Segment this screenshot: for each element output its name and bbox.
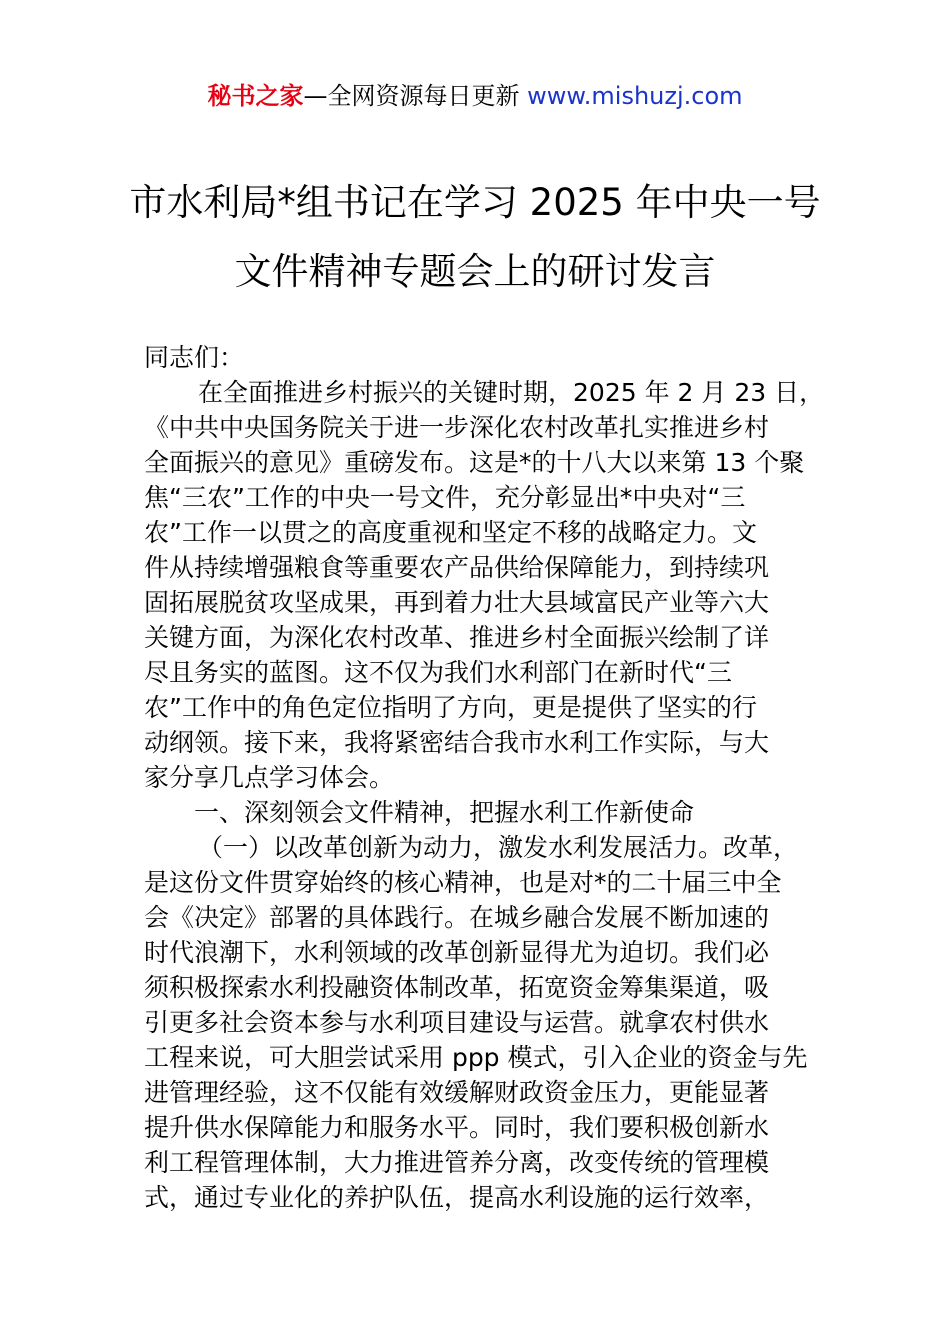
paragraph-line: 工程来说，可大胆尝试采用 ppp 模式，引入企业的资金与先 xyxy=(144,1043,808,1072)
paragraph-line: 件从持续增强粮食等重要农产品供给保障能力，到持续巩 xyxy=(144,553,770,582)
paragraph-line: 引更多社会资本参与水利项目建设与运营。就拿农村供水 xyxy=(144,1008,770,1037)
paragraph-line: 须积极探索水利投融资体制改革，拓宽资金筹集渠道，吸 xyxy=(144,973,770,1002)
section-heading: 一、深刻领会文件精神，把握水利工作新使命 xyxy=(194,798,695,827)
paragraph-line: 在全面推进乡村振兴的关键时期，2025 年 2 月 23 日， xyxy=(198,378,825,407)
paragraph-line: 焦“三农”工作的中央一号文件，充分彰显出*中央对“三 xyxy=(144,483,746,512)
header-tagline: —全网资源每日更新 xyxy=(303,82,528,110)
document-title-line-2: 文件精神专题会上的研讨发言 xyxy=(234,250,716,293)
paragraph-line: 固拓展脱贫攻坚成果，再到着力壮大县域富民产业等六大 xyxy=(144,588,770,617)
paragraph-line: 进管理经验，这不仅能有效缓解财政资金压力，更能显著 xyxy=(144,1078,770,1107)
paragraph-line: 时代浪潮下，水利领域的改革创新显得尤为迫切。我们必 xyxy=(144,938,770,967)
paragraph-line: 会《决定》部署的具体践行。在城乡融合发展不断加速的 xyxy=(144,903,770,932)
paragraph-line: 是这份文件贯穿始终的核心精神，也是对*的二十届三中全 xyxy=(144,868,782,897)
paragraph-line: 利工程管理体制，大力推进管养分离，改变传统的管理模 xyxy=(144,1148,770,1177)
paragraph-line: 关键方面，为深化农村改革、推进乡村全面振兴绘制了详 xyxy=(144,623,770,652)
paragraph-line: 式，通过专业化的养护队伍，提高水利设施的运行效率， xyxy=(144,1183,770,1212)
paragraph-line: 提升供水保障能力和服务水平。同时，我们要积极创新水 xyxy=(144,1113,770,1142)
document-body xyxy=(144,340,834,1215)
salutation: 同志们： xyxy=(144,343,245,372)
paragraph-line: 尽且务实的蓝图。这不仅为我们水利部门在新时代“三 xyxy=(144,658,732,687)
brand-name: 秘书之家 xyxy=(207,82,304,110)
subsection-heading-line: （一）以改革创新为动力，激发水利发展活力。改革， xyxy=(198,833,799,862)
site-url-link[interactable]: www.mishuzj.com xyxy=(527,82,743,110)
paragraph-line: 《中共中央国务院关于进一步深化农村改革扎实推进乡村 xyxy=(144,413,770,442)
document-title-line-1: 市水利局*组书记在学习 2025 年中央一号 xyxy=(129,181,821,224)
paragraph-line: 农”工作中的角色定位指明了方向，更是提供了坚实的行 xyxy=(144,693,757,722)
paragraph-line: 动纲领。接下来，我将紧密结合我市水利工作实际，与大 xyxy=(144,728,770,757)
site-header xyxy=(0,80,950,112)
paragraph-line: 全面振兴的意见》重磅发布。这是*的十八大以来第 13 个聚 xyxy=(144,448,805,477)
paragraph-line: 家分享几点学习体会。 xyxy=(144,763,395,792)
paragraph-line: 农”工作一以贯之的高度重视和坚定不移的战略定力。文 xyxy=(144,518,757,547)
